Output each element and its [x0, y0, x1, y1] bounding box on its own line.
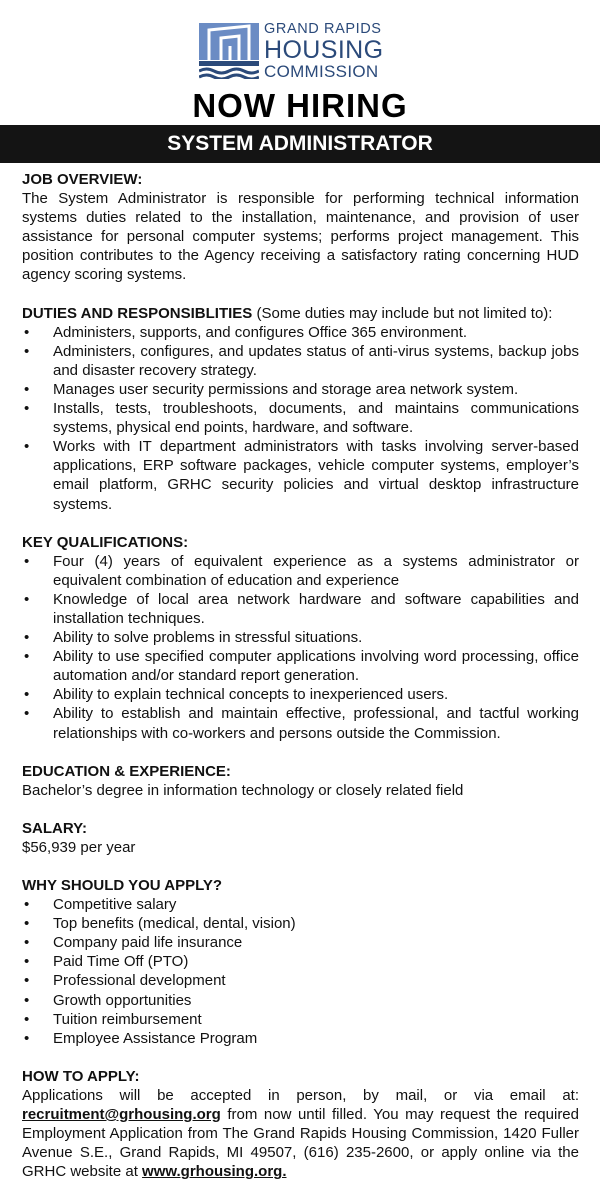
- list-item: • Ability to explain technical concepts to inexperienced users.: [22, 685, 579, 704]
- salary-heading: SALARY:: [22, 819, 87, 837]
- qualifications-section: [22, 533, 579, 743]
- list-item: • Tuition reimbursement: [22, 1010, 579, 1029]
- salary-text: $56,939 per year: [22, 838, 136, 856]
- apply-text: [22, 1086, 579, 1181]
- logo-wordmark: [264, 21, 409, 81]
- qualifications-heading: KEY QUALIFICATIONS:: [22, 533, 189, 551]
- duties-note: (Some duties may include but not limited to):: [256, 304, 553, 322]
- duties-list: [22, 323, 579, 514]
- education-section: [22, 762, 579, 800]
- list-item: • Installs, tests, troubleshoots, documents, and maintains communications systems, physical end points, hardware, and software.: [22, 399, 579, 437]
- list-item: • Top benefits (medical, dental, vision): [22, 914, 579, 933]
- list-item: • Ability to use specified computer applications involving word processing, office automation and/or standard report generation.: [22, 647, 579, 685]
- apply-middle: from now until filled. You may request the required Employment Application from The Grand Rapids Housing Commission, 1420 Fuller Avenue S.E., Grand Rapids, MI 49507, (616) 235-2600, or apply online via the GRHC website at: [22, 1106, 579, 1181]
- apply-heading: HOW TO APPLY:: [22, 1067, 140, 1085]
- org-name-line1: GRAND RAPIDS: [264, 21, 382, 37]
- list-item: • Works with IT department administrators with tasks involving server-based applications, ERP software packages, vehicle computer systems, employer’s email platform, GRHC security policies and virtual desktop infrastructure systems.: [22, 437, 579, 513]
- logo: [199, 21, 409, 81]
- job-overview-text: The System Administrator is responsible for performing technical information systems duties related to the installation, maintenance, and provision of user assistance for personal computer systems; performs project management. This position contributes to the Agency receiving a satisfactory rating concerning HUD agency scoring systems.: [22, 190, 579, 284]
- list-item: • Ability to solve problems in stressful situations.: [22, 628, 579, 647]
- job-overview-section: [22, 170, 579, 285]
- benefits-heading: WHY SHOULD YOU APPLY?: [22, 877, 223, 894]
- education-text: Bachelor’s degree in information technology or closely related field: [22, 781, 464, 799]
- qualifications-list: [22, 552, 579, 743]
- duties-heading-line: [22, 304, 579, 323]
- list-item: • Administers, configures, and updates status of anti-virus systems, backup jobs and disaster recovery strategy.: [22, 342, 579, 380]
- building-wave-logo-icon: [199, 23, 259, 79]
- org-name-line3: COMMISSION: [264, 62, 379, 81]
- list-item: • Employee Assistance Program: [22, 1029, 579, 1048]
- apply-section: [22, 1067, 579, 1182]
- list-item: • Four (4) years of equivalent experience as a systems administrator or equivalent combination of education and experience: [22, 552, 579, 590]
- benefits-section: [22, 876, 579, 1048]
- duties-heading: DUTIES AND RESPONSIBLITIES: [22, 304, 253, 322]
- benefits-list: [22, 895, 579, 1048]
- list-item: • Company paid life insurance: [22, 933, 579, 952]
- salary-section: [22, 819, 579, 857]
- list-item: • Professional development: [22, 971, 579, 990]
- list-item: • Growth opportunities: [22, 991, 579, 1010]
- list-item: • Competitive salary: [22, 895, 579, 914]
- now-hiring-headline: NOW HIRING: [192, 87, 408, 124]
- position-title-banner: SYSTEM ADMINISTRATOR: [0, 125, 600, 163]
- list-item: • Manages user security permissions and storage area network system.: [22, 380, 579, 399]
- education-heading: EDUCATION & EXPERIENCE:: [22, 762, 231, 780]
- list-item: • Ability to establish and maintain effective, professional, and tactful working relationships with co-workers and persons outside the Commission.: [22, 704, 579, 742]
- duties-section: [22, 304, 579, 514]
- apply-intro: Applications will be accepted in person, by mail, or via email at:: [22, 1086, 579, 1104]
- list-item: • Paid Time Off (PTO): [22, 952, 579, 971]
- list-item: • Knowledge of local area network hardware and software capabilities and installation techniques.: [22, 590, 579, 628]
- list-item: • Administers, supports, and configures Office 365 environment.: [22, 323, 579, 342]
- job-overview-heading: JOB OVERVIEW:: [22, 171, 143, 188]
- org-name-line2: HOUSING: [264, 36, 384, 64]
- job-content: [22, 170, 579, 1200]
- email-link[interactable]: recruitment@grhousing.org: [22, 1106, 221, 1124]
- website-link[interactable]: www.grhousing.org.: [142, 1163, 287, 1181]
